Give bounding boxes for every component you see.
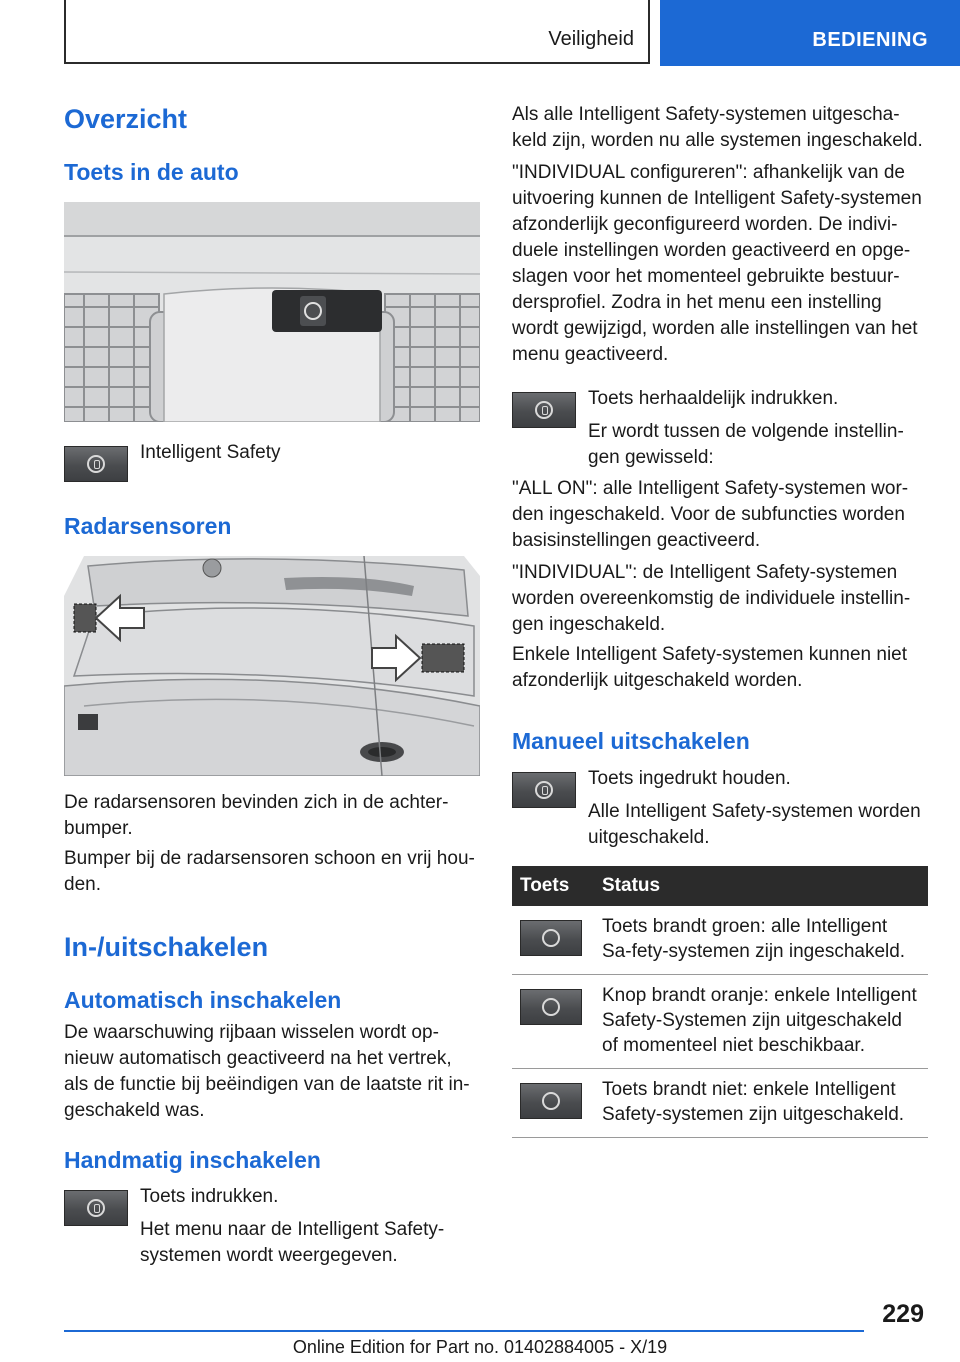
heading-handmatig-inschakelen: Handmatig inschakelen <box>64 1147 321 1173</box>
right-paragraph-1: Als alle Intelligent Safety-systemen uitgescha-keld zijn, worden nu alle systemen ingeschakeld. <box>512 104 923 151</box>
right-paragraph-3: Toets herhaaldelijk indrukken. <box>588 388 839 409</box>
intelligent-safety-key-image <box>64 446 128 482</box>
right-paragraph-6: "INDIVIDUAL": de Intelligent Safety-systemen worden overeenkomstig de individuele instellin-gen ingeschakeld. <box>512 562 911 635</box>
table-cell-status: Knop brandt oranje: enkele Intelligent Safety-Systemen zijn uitgeschakeld of momenteel niet beschikbaar. <box>594 975 928 1069</box>
safety-shield-icon <box>535 781 553 799</box>
key-green-image <box>520 920 582 956</box>
table-cell-status: Toets brandt niet: enkele Intelligent Safety-systemen zijn uitgeschakeld. <box>594 1069 928 1138</box>
key-caption: Intelligent Safety <box>140 442 281 463</box>
right-paragraph-2: "INDIVIDUAL configureren": afhankelijk van de uitvoering kunnen de Intelligent Safety-systemen afzonderlijk geconfigureerd worden. De indivi-duele instellingen worden geactiveerd en opge-slagen voor het momenteel gebruikte bestuur-dersprofiel. Zodra in het menu een instelling wordt gewijzigd, worden alle instellingen van het menu geactiveerd. <box>512 162 922 365</box>
hand-paragraph-1: Toets indrukken. <box>140 1186 279 1207</box>
manueel-paragraph-2: Alle Intelligent Safety-systemen worden uitgeschakeld. <box>588 801 921 848</box>
dashboard-drawing <box>64 202 480 422</box>
table-header-status: Status <box>594 866 928 906</box>
table-row <box>512 906 928 975</box>
heading-overzicht: Overzicht <box>64 104 188 134</box>
rear-bumper-illustration <box>64 556 480 776</box>
radar-paragraph-1: De radarsensoren bevinden zich in de achter-bumper. <box>64 792 449 839</box>
page-number: 229 <box>882 1300 924 1328</box>
heading-radarsensoren: Radarsensoren <box>64 513 232 539</box>
footer-edition: Online Edition for Part no. 01402884005 - X/19 <box>292 1337 668 1357</box>
safety-shield-icon <box>87 1199 105 1217</box>
manual-off-key-image <box>512 772 576 808</box>
heading-manueel-uitschakelen: Manueel uitschakelen <box>512 728 750 754</box>
heading-toets-in-de-auto: Toets in de auto <box>64 159 239 185</box>
header-section-title: Veiligheid <box>548 28 634 50</box>
dashboard-illustration <box>64 202 480 422</box>
table-row <box>512 975 928 1069</box>
table-header-toets: Toets <box>512 866 594 906</box>
heading-automatisch-inschakelen: Automatisch inschakelen <box>64 987 342 1013</box>
safety-shield-icon <box>542 1092 560 1110</box>
key-orange-image <box>520 989 582 1025</box>
rear-bumper-drawing <box>64 556 480 776</box>
page-header <box>0 0 960 66</box>
manual-on-key-image <box>64 1190 128 1226</box>
status-table <box>512 866 928 1138</box>
table-row <box>512 1069 928 1138</box>
heading-in-uitschakelen: In-/uitschakelen <box>64 932 269 962</box>
right-paragraph-4: Er wordt tussen de volgende instellin-gen gewisseld: <box>588 421 904 468</box>
key-off-image <box>520 1083 582 1119</box>
table-header-row <box>512 866 928 906</box>
safety-shield-icon <box>542 998 560 1016</box>
safety-shield-icon <box>87 455 105 473</box>
hand-paragraph-2: Het menu naar de Intelligent Safety-systemen wordt weergegeven. <box>140 1219 445 1266</box>
radar-paragraph-2: Bumper bij de radarsensoren schoon en vrij hou-den. <box>64 848 475 895</box>
auto-paragraph: De waarschuwing rijbaan wisselen wordt op-nieuw automatisch geactiveerd na het vertrek, als de functie bij beëindigen van de laatste rit in-geschakeld was. <box>64 1022 470 1121</box>
repeat-key-image <box>512 392 576 428</box>
right-paragraph-5: "ALL ON": alle Intelligent Safety-systemen wor-den ingeschakeld. Voor de subfuncties worden basisinstellingen geactiveerd. <box>512 478 909 551</box>
header-chapter-tab <box>660 0 960 66</box>
safety-shield-icon <box>542 929 560 947</box>
table-cell-status: Toets brandt groen: alle Intelligent Sa-fety-systemen zijn ingeschakeld. <box>594 906 928 975</box>
manueel-paragraph-1: Toets ingedrukt houden. <box>588 768 791 789</box>
safety-shield-icon <box>535 401 553 419</box>
footer-divider <box>64 1330 864 1332</box>
right-paragraph-7: Enkele Intelligent Safety-systemen kunnen niet afzonderlijk uitgeschakeld worden. <box>512 644 908 691</box>
header-chapter-title: BEDIENING <box>812 29 928 51</box>
header-section-box <box>64 0 650 64</box>
